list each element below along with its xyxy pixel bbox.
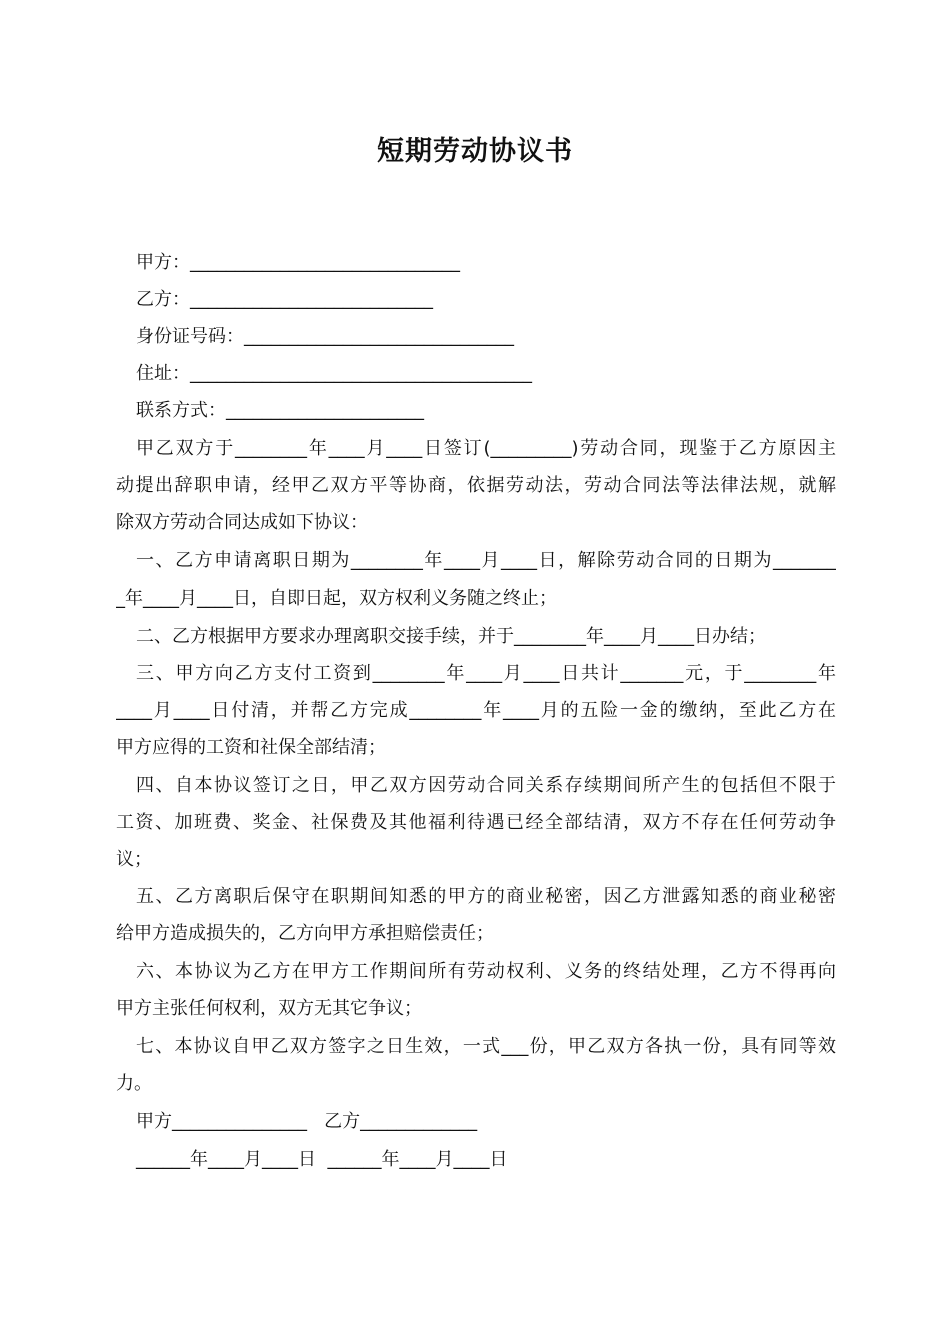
clause-4-line: 四、自本协议签订之日，甲乙双方因劳动合同关系存续期间所产生的包括但不限于 [136, 775, 836, 796]
intro-paragraph-line: 甲乙双方于________年____月____日签订(_________)劳动合同，现鉴于乙方原因主 [136, 438, 836, 459]
clause-3-line: 甲方应得的工资和社保全部结清； [116, 737, 386, 758]
clause-7-line: 力。 [116, 1073, 152, 1094]
clause-3-line: ____月____日付清，并帮乙方完成________年____月的五险一金的缴纳，至此乙方在 [116, 700, 836, 721]
clause-4-line: 工资、加班费、奖金、社保费及其他福利待遇已经全部结清，双方不存在任何劳动争 [116, 812, 836, 833]
signature-line: 甲方_______________ 乙方_____________ [136, 1111, 478, 1132]
clause-3-line: 三、甲方向乙方支付工资到________年____月____日共计_______元，于________年 [136, 663, 836, 684]
clause-5-line: 五、乙方离职后保守在职期间知悉的甲方的商业秘密，因乙方泄露知悉的商业秘密 [136, 886, 836, 907]
signature-date-line: ______年____月____日 ______年____月____日 [136, 1149, 508, 1170]
intro-paragraph-line: 动提出辞职申请，经甲乙双方平等协商，依据劳动法，劳动合同法等法律法规，就解 [116, 475, 836, 496]
clause-6-line: 甲方主张任何权利，双方无其它争议； [116, 998, 422, 1019]
clause-1-line: _年____月____日，自即日起，双方权利义务随之终止； [116, 588, 557, 609]
clause-7-line: 七、本协议自甲乙双方签字之日生效，一式___份，甲乙双方各执一份，具有同等效 [136, 1036, 836, 1057]
intro-paragraph-line: 除双方劳动合同达成如下协议： [116, 512, 368, 533]
id-number-field: 身份证号码：______________________________ [136, 326, 514, 347]
clause-2-line: 二、乙方根据甲方要求办理离职交接手续，并于________年____月____日办结； [136, 626, 766, 647]
clause-1-line: 一、乙方申请离职日期为________年____月____日，解除劳动合同的日期为_______ [136, 550, 836, 571]
contact-field: 联系方式：______________________ [136, 400, 424, 421]
clause-6-line: 六、本协议为乙方在甲方工作期间所有劳动权利、义务的终结处理，乙方不得再向 [136, 961, 836, 982]
party-a-field: 甲方：______________________________ [136, 252, 460, 273]
clause-5-line: 给甲方造成损失的，乙方向甲方承担赔偿责任； [116, 923, 494, 944]
party-b-field: 乙方：___________________________ [136, 289, 433, 310]
address-field: 住址：______________________________________ [136, 363, 532, 384]
clause-4-line: 议； [116, 849, 152, 870]
document-title: 短期劳动协议书 [377, 136, 573, 167]
